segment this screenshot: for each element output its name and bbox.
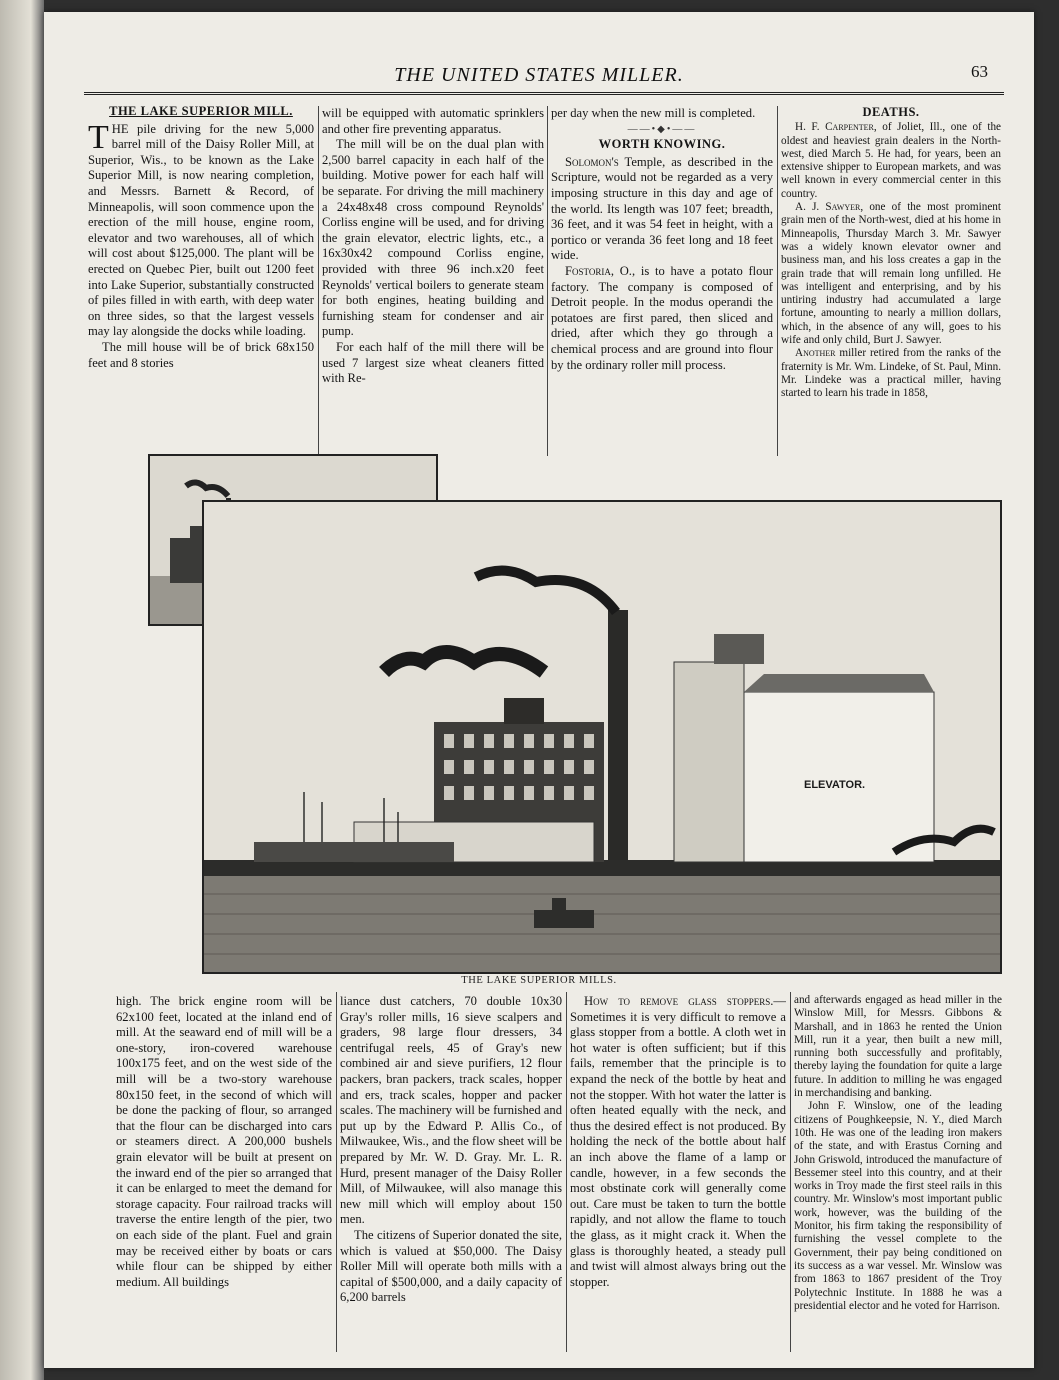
drop-cap-letter: T <box>88 118 109 156</box>
paragraph-mill-house: The mill house will be of brick 68x150 feet and 8 stories <box>88 339 314 370</box>
paragraph-glass-stoppers: How to remove glass stoppers.—Sometimes it is very difficult to remove a glass stopper from a bottle. A cloth wet in hot water is often sufficient; but if this fails, remember that the principle is to expand the neck of the bottle by heat and not the stopper. With hot water the latter is often heated equally with the neck, and thus the desired effect is not produced. By holding the neck of the bottle about half an inch above the flame of a lamp or candle, however, in a few seconds the most obstinate cork will generally come out. Care must be taken to turn the bottle rapidly, and not allow the flame to touch the glass, as it might crack it. When the glass is thoroughly heated, a steady pull and twist will almost always bring out the stopper. <box>570 994 786 1289</box>
column-divider <box>547 106 548 456</box>
paragraph-citizens: The citizens of Superior donated the site, which is valued at $50,000. The Daisy Roller Mill will operate both mills with a capital of $500,000, and a daily capacity of 6,200 barrels <box>340 1227 562 1305</box>
column-mill-article-bottom <box>116 994 332 1352</box>
illustration-caption: THE LAKE SUPERIOR MILLS. <box>461 975 617 986</box>
elevator-label: ELEVATOR. <box>804 779 866 791</box>
column-divider <box>318 106 319 460</box>
paragraph-mill-intro: THE pile driving for the new 5,000 barrel mill of the Daisy Roller Mill, at Superior, Wis., to be known as the Lake Superior Mill, is now nearing completion, and Messrs. Barnett & Record, of Minneapolis, will soon commence upon the erection of the mill house, engine room, elevator and two warehouses, all of which will cost about $125,000. The plant will be erected on Quebec Pier, built out 1200 feet into Lake Superior, substantially constructed of piles filled in with earth, with deep water on three sides, so that the largest vessels may lay alongside the docks while loading. <box>88 118 314 339</box>
page-header-title: THE UNITED STATES MILLER. <box>394 64 684 86</box>
heading-deaths: DEATHS. <box>862 106 920 119</box>
previous-page-edge <box>0 0 44 1380</box>
column-mill-machinery <box>340 994 562 1352</box>
paragraph-fostoria: Fostoria, O., is to have a potato flour factory. The company is composed of Detroit people. In the modus operandi the potatoes are first pared, then sliced and dried, after which they go through a chemical process and are ground into flour by the ordinary roller mill process. <box>551 263 773 372</box>
ornamental-divider: ——•◆•—— <box>627 123 697 135</box>
paragraph-winslow: John F. Winslow, one of the leading citizens of Poughkeepsie, N. Y., died March 10th. He was one of the leading iron makers of the state, and with Erastus Corning and John Griswold, introduced the manufacture of Bessemer steel into this country, and at their works in Troy made the first steel rails in this country. Mr. Winslow's most important public work, however, was the building of the Monitor, his firm taking the responsibility of furnishing the vessel complete to the Government, their pay being conditioned on its success as a war vessel. Mr. Winslow was from 1863 to 1867 president of the Troy Polytechnic Institute. In 1888 he was a presidential elector and he voted for Harrison. <box>794 1100 1002 1312</box>
main-illustration-lake-superior-mills <box>202 500 1002 974</box>
column-deaths-continued <box>794 994 1002 1352</box>
paragraph-lindeke-cont: and afterwards engaged as head miller in the Winslow Mill, for Messrs. Gibbons & Marshall, and in 1863 he rented the Union Mill, run it a year, then built a new mill, running both successfully and profitably, thereby laying the foundation for quite a large future. In addition to milling he was engaged in merchandising and banking. <box>794 994 1002 1100</box>
paragraph-sawyer: A. J. Sawyer, one of the most prominent grain men of the North-west, died at his home in Minneapolis, Thursday March 3. Mr. Sawyer was a widely known elevator owner and business man, and his loss creates a gap in the grain trade that will remain long unfilled. He was intelligent and enterprising, and by his untiring industry had accumulated a large fortune, amounting to nearly a million dollars, which, in the absence of any will, goes to his wife and only child, Burt J. Sawyer. <box>781 201 1001 347</box>
column-deaths <box>781 106 1001 456</box>
paragraph-mill-completed: per day when the new mill is completed. <box>551 106 756 120</box>
heading-lake-superior-mill: THE LAKE SUPERIOR MILL. <box>109 104 293 118</box>
header-rule <box>84 92 1004 95</box>
paragraph-solomons-temple: Solomon's Temple, as described in the Scripture, would not be regarded as a very imposing structure in this day and age of the world. Its length was 107 feet; breadth, 36 feet, and it was 54 feet in height, with a portico or veranda 36 feet long and 18 feet wide. <box>551 154 773 263</box>
column-glass-stoppers <box>570 994 786 1352</box>
column-divider <box>566 992 567 1352</box>
column-worth-knowing <box>551 106 773 456</box>
main-mill-drawing <box>204 502 1000 972</box>
paragraph-engine-room: high. The brick engine room will be 62x100 feet, located at the inland end of mill. At the seaward end of mill will be a one-story, iron-covered warehouse 100x175 feet, and on the west side of the mill will be a two-story warehouse 80x150 feet, in the second of which will be done the packing of flour, so arranged that the flour can be discharged into cars or steamers direct. A 200,000 bushels grain elevator will be built at present on the inward end of the pier so arranged that it can be enlarged to meet the demand for storage capacity. Four railroad tracks will traverse the entire length of the pier, two on each side of the plant. Fuel and grain may be received either by boats or cars while flour can be shipped by either medium. All buildings <box>116 994 332 1289</box>
paragraph-dual-plan: The mill will be on the dual plan with 2,500 barrel capacity in each half of the building. Motive power for each half will be separate. For driving the mill machinery a 24x48x48 cross compound Reynolds' Corliss engine will be used, and for driving the grain elevator, electric lights, etc., a 16x30x42 compound Corliss engine, provided with three 96 inch.x20 feet Reynolds' vertical boilers to generate steam for both engines, heating building and furnishing steam for condenser and air pump. <box>322 137 544 339</box>
paragraph-cleaners: For each half of the mill there will be used 7 largest size wheat cleaners fitted with Re- <box>322 339 544 386</box>
newspaper-page <box>44 12 1034 1368</box>
paragraph-machinery: liance dust catchers, 70 double 10x30 Gray's roller mills, 16 sieve scalpers and graders, 98 large flour dressers, 34 centrifugal reels, 45 of Gray's new combined air and sieve purifiers, 12 flour packers, bran packers, track scales, hopper and ers, track scales, hopper and packer scales. The machinery will be furnished and put up by the Edward P. Allis Co., of Milwaukee, Wis., and the flow sheet will be prepared by Mr. W. D. Gray. Mr. L. R. Hurd, present manager of the Daisy Roller Mill, of Milwaukee, will also manage this new mill which will employ about 150 men. <box>340 994 562 1227</box>
paragraph-carpenter: H. F. Carpenter, of Joliet, Ill., one of the oldest and heaviest grain dealers in the North-west, died March 5. He had, for years, been an extensive shipper to European markets, and was well known in every commercial center in this country. <box>781 121 1001 200</box>
paragraph-lindeke: Another miller retired from the ranks of the fraternity is Mr. Wm. Lindeke, of St. Paul, Minn. Mr. Lindeke was a practical miller, having started to learn his trade in 1858, <box>781 347 1001 400</box>
column-divider <box>777 106 778 456</box>
paragraph-sprinklers: will be equipped with automatic sprinklers and other fire preventing apparatus. <box>322 106 544 136</box>
column-divider <box>336 992 337 1352</box>
column-mill-article <box>88 104 314 456</box>
heading-worth-knowing: WORTH KNOWING. <box>598 137 726 152</box>
column-mill-article-cont <box>322 106 544 458</box>
page-number: 63 <box>971 62 988 81</box>
column-divider <box>790 992 791 1352</box>
